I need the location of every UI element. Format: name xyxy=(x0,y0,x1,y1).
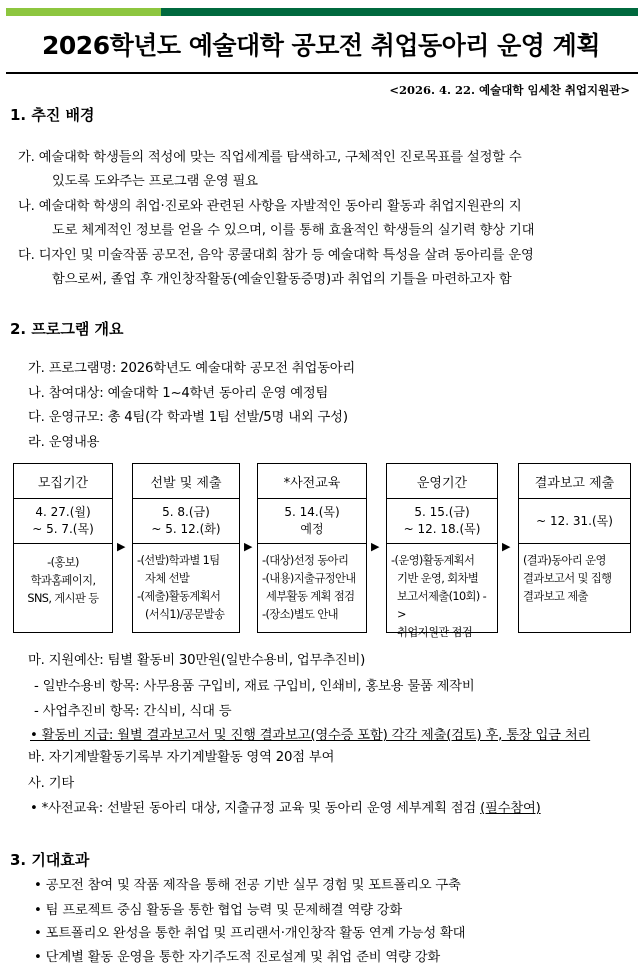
flow-desc-line: -(운영)활동계획서 xyxy=(391,554,475,567)
flow-arrow: ▶ xyxy=(117,540,126,553)
budget-business-items: - 사업추진비 항목: 간식비, 식대 등 xyxy=(34,704,232,719)
flow-desc-line: -(대상)선정 동아리 xyxy=(262,554,349,567)
flow-desc-line: 세부활동 계획 점검 xyxy=(266,590,355,603)
background-item-ga: 가. 예술대학 학생들의 적성에 맞는 직업세계를 탐색하고, 구체적인 진로목표를 설정할 수 xyxy=(18,150,522,165)
flow-step-date xyxy=(133,499,239,544)
flow-date-start: 5. 14.(목) xyxy=(284,505,340,519)
flow-desc-line: -(선발)학과별 1팀 xyxy=(137,554,220,567)
page-title: 2026학년도 예술대학 공모전 취업동아리 운영 계획 xyxy=(42,31,600,60)
flow-step-date xyxy=(14,499,112,544)
flow-desc-line: -(홍보) xyxy=(47,556,79,569)
flow-arrow: ▶ xyxy=(371,540,380,553)
background-item-da-cont: 함으로써, 졸업 후 개인창작활동(예술인활동증명)과 취업의 기틀을 마련하고자 함 xyxy=(52,272,512,287)
effect-item: • 단계별 활동 운영을 통한 자기주도적 진로설계 및 취업 준비 역량 강화 xyxy=(34,950,440,965)
flow-desc-line: 취업지원관 점검 xyxy=(397,626,473,639)
header-bar-light xyxy=(6,8,161,16)
flow-desc-line: -(장소)별도 안내 xyxy=(262,608,338,621)
overview-content-label: 라. 운영내용 xyxy=(28,435,100,450)
flow-desc-line: (결과)동아리 운영 xyxy=(523,554,606,567)
flow-step-head: 운영기간 xyxy=(387,464,497,499)
flow-step-date xyxy=(258,499,366,544)
flow-step-head: 선발 및 제출 xyxy=(133,464,239,499)
section-heading-overview: 2. 프로그램 개요 xyxy=(10,320,124,338)
pre-education-text: • *사전교육: 선발된 동아리 대상, 지출규정 교육 및 동아리 운영 세부계획 점검 xyxy=(30,801,481,816)
flow-step-head: 결과보고 제출 xyxy=(519,464,630,499)
flow-desc-line: 자체 선발 xyxy=(145,572,190,585)
flow-date-start: 5. 15.(금) xyxy=(414,505,470,519)
flow-date-end: ~ 5. 12.(화) xyxy=(151,522,221,536)
flow-arrow: ▶ xyxy=(244,540,253,553)
author-date-info: <2026. 4. 22. 예술대학 임세찬 취업지원관> xyxy=(389,83,630,97)
flow-date-end: ~ 12. 18.(목) xyxy=(403,522,481,536)
flow-desc-line: 학과홈페이지, xyxy=(30,574,96,587)
overview-target: 나. 참여대상: 예술대학 1~4학년 동아리 운영 예정팀 xyxy=(28,386,329,401)
etc-heading: 사. 기타 xyxy=(28,776,74,791)
flow-date-start: 4. 27.(월) xyxy=(35,505,91,519)
flow-step-desc xyxy=(519,544,630,606)
flow-step-selection xyxy=(132,463,240,633)
self-development-points: 바. 자기계발활동기록부 자기계발활동 영역 20점 부여 xyxy=(28,750,335,765)
flow-step-desc xyxy=(258,544,366,624)
flow-desc-line: 결과보고 제출 xyxy=(523,590,588,603)
effect-item: • 공모전 참여 및 작품 제작을 통해 전공 기반 실무 경험 및 포트폴리오 구축 xyxy=(34,878,461,893)
budget-general-items: - 일반수용비 항목: 사무용품 구입비, 재료 구입비, 인쇄비, 홍보용 물품 제작비 xyxy=(34,679,475,694)
flow-step-desc xyxy=(387,544,497,642)
flow-desc-line: (서식1)/공문발송 xyxy=(145,608,225,621)
flow-step-desc xyxy=(133,544,239,624)
budget-heading: 마. 지원예산: 팀별 활동비 30만원(일반수용비, 업무추진비) xyxy=(28,653,366,668)
overview-scale: 다. 운영규모: 총 4팀(각 학과별 1팀 선발/5명 내외 구성) xyxy=(28,410,348,425)
flow-desc-line: 결과보고서 및 집행 xyxy=(523,572,612,585)
background-item-da: 다. 디자인 및 미술작품 공모전, 음악 콩쿨대회 참가 등 예술대학 특성을 살려 동아리를 운영 xyxy=(18,248,534,263)
flow-date-end: ~ 12. 31.(목) xyxy=(536,513,613,528)
flow-step-head: *사전교육 xyxy=(258,464,366,499)
effect-item: • 팀 프로젝트 중심 활동을 통한 협업 능력 및 문제해결 역량 강화 xyxy=(34,903,403,918)
section-heading-effects: 3. 기대효과 xyxy=(10,851,90,869)
mandatory-participation: (필수참여) xyxy=(480,801,541,816)
background-item-ga-cont: 있도록 도와주는 프로그램 운영 필요 xyxy=(52,174,258,189)
header-color-bar xyxy=(6,8,638,16)
background-item-na: 나. 예술대학 학생의 취업·진로와 관련된 사항을 자발적인 동아리 활동과 취업지원관의 지 xyxy=(18,199,522,214)
flow-desc-line: 보고서제출(10회) -> xyxy=(397,590,487,621)
background-item-na-cont: 도로 체계적인 정보를 얻을 수 있으며, 이를 통해 효율적인 학생들의 실기력 향상 기대 xyxy=(52,223,535,238)
flow-arrow: ▶ xyxy=(502,540,511,553)
section-heading-background: 1. 추진 배경 xyxy=(10,106,95,124)
flow-date-start: 5. 8.(금) xyxy=(162,505,210,519)
flow-step-head: 모집기간 xyxy=(14,464,112,499)
overview-program-name: 가. 프로그램명: 2026학년도 예술대학 공모전 취업동아리 xyxy=(28,361,356,376)
flow-date-end: ~ 5. 7.(목) xyxy=(32,522,94,536)
flow-step-desc xyxy=(14,544,112,608)
header-bar-dark xyxy=(161,8,638,16)
budget-payment-note: • 활동비 지급: 월별 결과보고서 및 진행 결과보고(영수증 포함) 각각 제출(검토) 후, 통장 입금 처리 xyxy=(30,728,591,743)
flow-date-end: 예정 xyxy=(300,522,324,536)
flow-desc-line: -(내용)지출규정안내 xyxy=(262,572,356,585)
flow-desc-line: -(제출)활동계획서 xyxy=(137,590,221,603)
flow-step-date xyxy=(519,499,630,544)
effect-item: • 포트폴리오 완성을 통한 취업 및 프리랜서·개인창작 활동 연계 가능성 확대 xyxy=(34,926,466,941)
flow-step-pre-education xyxy=(257,463,367,633)
flow-step-recruit xyxy=(13,463,113,633)
flow-step-final-report xyxy=(518,463,631,633)
flow-desc-line: SNS, 게시판 등 xyxy=(27,592,99,605)
flow-step-operation xyxy=(386,463,498,639)
flow-desc-line: 기반 운영, 회차별 xyxy=(397,572,479,585)
flow-step-date xyxy=(387,499,497,544)
title-divider xyxy=(6,72,638,74)
pre-education-note xyxy=(30,797,541,816)
